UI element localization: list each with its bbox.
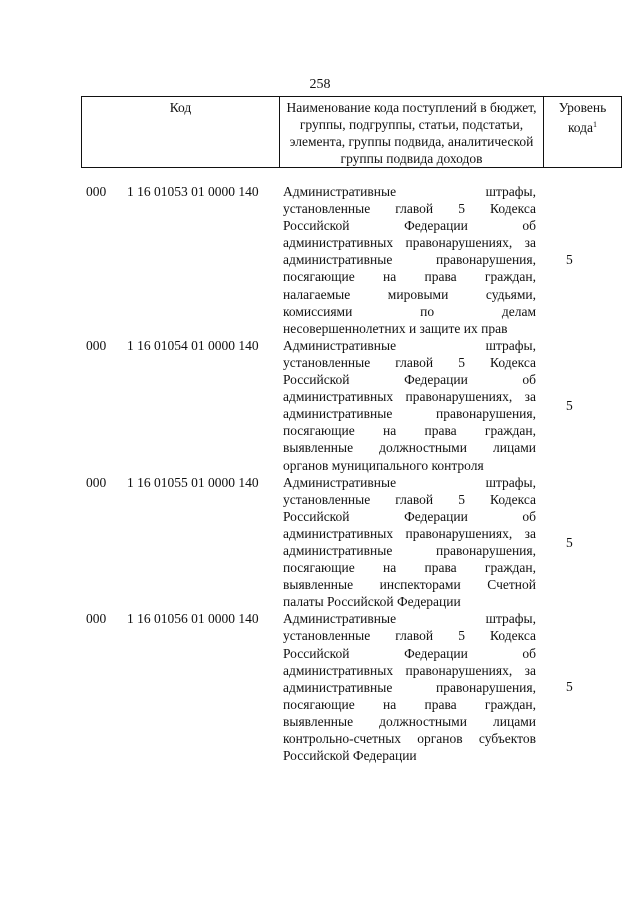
row-prefix: 000 <box>86 184 107 199</box>
row-name <box>283 474 536 611</box>
row-name-line: выявленные инспекторами Счетной <box>283 577 536 593</box>
row-name <box>283 337 536 474</box>
header-name: Наименование кода поступлений в бюджет, группы, подгруппы, статьи, подстатьи, элемента, группы подвида, аналитической группы подвида доходов <box>280 97 544 168</box>
row-name-line: установленные главой 5 Кодекса <box>283 354 536 370</box>
table-header <box>81 96 622 168</box>
row-name-line: административные правонарушения, <box>283 679 536 695</box>
row-name-line: комиссиями по делам <box>283 303 536 319</box>
table-row <box>0 610 640 764</box>
table-body <box>0 183 640 764</box>
row-name-line: посягающие на права граждан, <box>283 696 536 712</box>
row-name-line: установленные главой 5 Кодекса <box>283 201 536 217</box>
row-name-line: Российской Федерации об <box>283 218 536 234</box>
row-code: 1 16 01053 01 0000 140 <box>127 184 259 199</box>
row-name-line: налагаемые мировыми судьями, <box>283 286 536 302</box>
row-name-line: выявленные должностными лицами <box>283 440 536 456</box>
row-prefix: 000 <box>86 474 107 490</box>
row-name-line: Российской Федерации об <box>283 645 536 661</box>
row-name-line: Российской Федерации об <box>283 372 536 388</box>
header-level <box>544 97 622 168</box>
row-name-line: Административные штрафы, <box>283 184 536 199</box>
row-level: 5 <box>566 679 573 695</box>
header-level-footnote: 1 <box>593 120 598 129</box>
row-name-line: посягающие на права граждан, <box>283 560 536 576</box>
row-code: 1 16 01055 01 0000 140 <box>127 474 259 490</box>
row-name-line: контрольно-счетных органов субъектов <box>283 731 536 746</box>
table-row <box>0 474 640 611</box>
row-name-line: выявленные должностными лицами <box>283 713 536 729</box>
row-prefix: 000 <box>86 611 107 627</box>
row-name-line: посягающие на права граждан, <box>283 269 536 285</box>
row-name-line: административных правонарушениях, за <box>283 525 536 541</box>
row-name <box>283 183 536 337</box>
header-code: Код <box>82 97 280 168</box>
table-row <box>0 337 640 474</box>
page-number: 258 <box>309 77 331 92</box>
row-name-line: административных правонарушениях, за <box>283 662 536 678</box>
row-name-line: Административные штрафы, <box>283 611 536 627</box>
row-name-line: административные правонарушения, <box>283 542 536 558</box>
row-code: 1 16 01054 01 0000 140 <box>127 337 259 353</box>
row-prefix: 000 <box>86 337 107 353</box>
row-name-line: Административные штрафы, <box>283 337 536 353</box>
row-name-line: административные правонарушения, <box>283 406 536 422</box>
row-name-line: Административные штрафы, <box>283 474 536 490</box>
row-name-line: несовершеннолетних и защите их прав <box>283 320 508 336</box>
row-name-line: установленные главой 5 Кодекса <box>283 628 536 644</box>
row-name-line: посягающие на права граждан, <box>283 423 536 439</box>
header-level-label: Уровень кода <box>558 100 607 135</box>
row-level: 5 <box>566 534 573 550</box>
row-name <box>283 610 536 764</box>
row-name-line: палаты Российской Федерации <box>283 594 461 610</box>
row-name-line: установленные главой 5 Кодекса <box>283 491 536 507</box>
row-name-line: административные правонарушения, <box>283 252 536 268</box>
row-level: 5 <box>566 397 573 413</box>
row-name-line: Российской Федерации об <box>283 508 536 524</box>
row-level: 5 <box>566 252 573 267</box>
row-name-line: Российской Федерации <box>283 748 417 764</box>
row-name-line: административных правонарушениях, за <box>283 235 536 251</box>
table-row <box>0 183 640 337</box>
row-name-line: административных правонарушениях, за <box>283 389 536 405</box>
row-code: 1 16 01056 01 0000 140 <box>127 611 259 627</box>
row-name-line: органов муниципального контроля <box>283 457 484 473</box>
